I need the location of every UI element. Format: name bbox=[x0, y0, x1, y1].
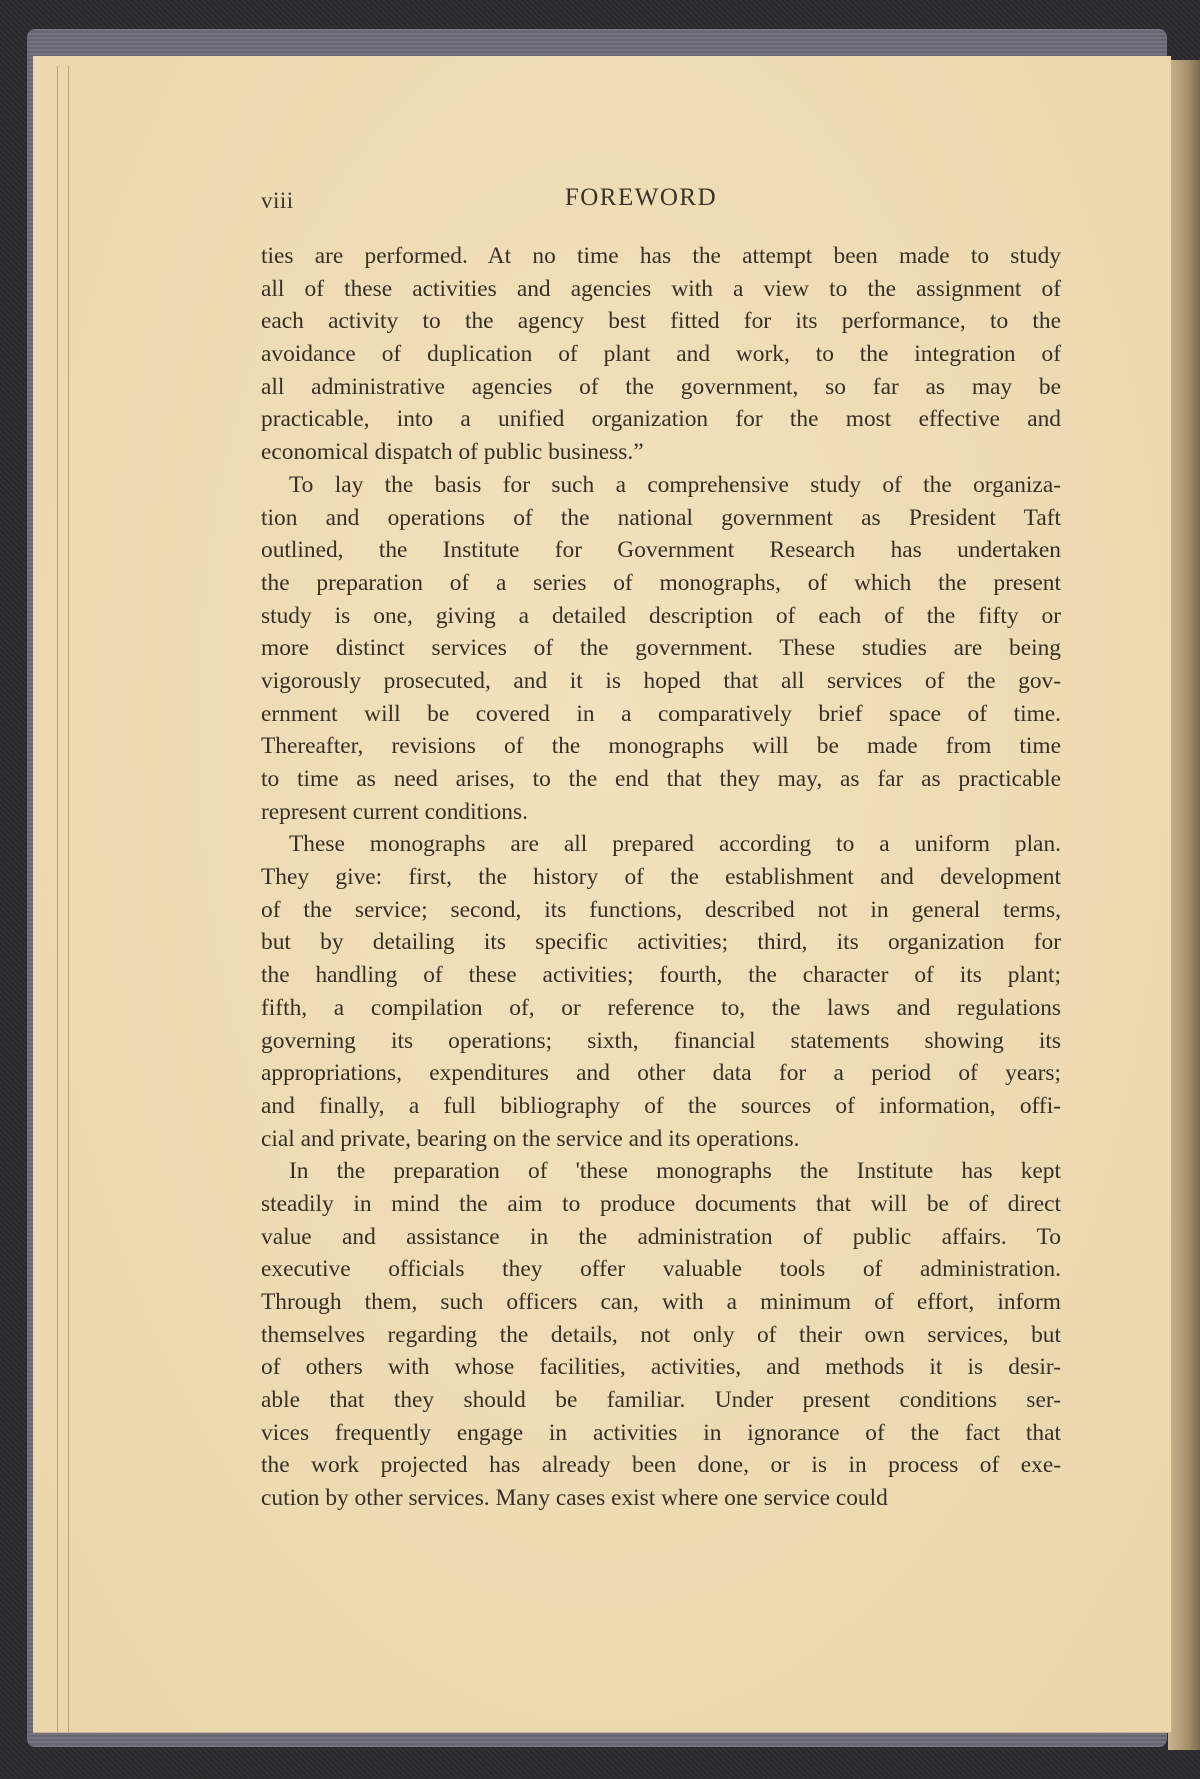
text-line: each activity to the agency best fitted for its performance, to the bbox=[261, 308, 1061, 335]
text-line: themselves regarding the details, not only of their own services, but bbox=[261, 1321, 1061, 1348]
text-line: vigorously prosecuted, and it is hoped that all services of the gov- bbox=[261, 667, 1061, 694]
text-line: represent current conditions. bbox=[261, 798, 528, 825]
page-number: viii bbox=[261, 188, 294, 213]
text-line: the preparation of a series of monographs, of which the present bbox=[261, 569, 1061, 596]
text-line: fifth, a compilation of, or reference to, the laws and regulations bbox=[261, 994, 1061, 1021]
text-line: all administrative agencies of the government, so far as may be bbox=[261, 373, 1061, 400]
paragraph bbox=[261, 828, 1061, 1155]
text-line: avoidance of duplication of plant and work, to the integration of bbox=[261, 341, 1061, 368]
text-line: governing its operations; sixth, financial statements showing its bbox=[261, 1027, 1061, 1054]
text-line: the work projected has already been done, or is in process of exe- bbox=[261, 1452, 1061, 1479]
chapter-title: FOREWORD bbox=[564, 184, 718, 211]
text-line: ernment will be covered in a comparatively brief space of time. bbox=[261, 700, 1061, 727]
body-text bbox=[261, 240, 1061, 1515]
text-line: more distinct services of the government. These studies are being bbox=[261, 635, 1061, 662]
text-line: steadily in mind the aim to produce documents that will be of direct bbox=[261, 1190, 1061, 1217]
text-line: Thereafter, revisions of the monographs will be made from time bbox=[261, 733, 1061, 760]
text-line: ties are performed. At no time has the attempt been made to study bbox=[261, 243, 1061, 269]
text-line: executive officials they offer valuable tools of administration. bbox=[261, 1256, 1061, 1283]
text-line: To lay the basis for such a comprehensive study of the organiza- bbox=[289, 471, 1061, 498]
text-line: and finally, a full bibliography of the sources of information, offi- bbox=[261, 1092, 1061, 1119]
text-line: but by detailing its specific activities; third, its organization for bbox=[261, 929, 1061, 956]
text-line: outlined, the Institute for Government Research has undertaken bbox=[261, 537, 1061, 564]
paragraph bbox=[261, 469, 1061, 829]
adjacent-page-edge bbox=[1168, 60, 1200, 1750]
text-line: These monographs are all prepared according to a uniform plan. bbox=[289, 831, 1061, 858]
text-line: practicable, into a unified organization for the most effective and bbox=[261, 406, 1061, 433]
text-line: cial and private, bearing on the service and its operations. bbox=[261, 1125, 800, 1152]
text-line: tion and operations of the national government as President Taft bbox=[261, 504, 1061, 531]
text-line: of the service; second, its functions, described not in general terms, bbox=[261, 896, 1061, 923]
text-line: value and assistance in the administration of public affairs. To bbox=[261, 1223, 1061, 1250]
book-page bbox=[33, 56, 1171, 1732]
text-line: to time as need arises, to the end that they may, as far as practicable bbox=[261, 766, 1061, 792]
page-edge-line bbox=[57, 66, 58, 1732]
text-line: They give: first, the history of the establishment and development bbox=[261, 864, 1061, 891]
text-line: economical dispatch of public business.” bbox=[261, 439, 644, 466]
paragraph bbox=[261, 1155, 1061, 1515]
text-line: Through them, such officers can, with a minimum of effort, inform bbox=[261, 1289, 1061, 1315]
text-line: all of these activities and agencies with a view to the assignment of bbox=[261, 275, 1061, 302]
text-line: study is one, giving a detailed description of each of the fifty or bbox=[261, 602, 1061, 629]
running-head bbox=[33, 176, 1171, 216]
text-line: vices frequently engage in activities in ignorance of the fact that bbox=[261, 1419, 1061, 1446]
page-edge-line bbox=[68, 66, 69, 1732]
text-line: cution by other services. Many cases exist where one service could bbox=[261, 1485, 888, 1512]
text-line: In the preparation of 'these monographs the Institute has kept bbox=[289, 1158, 1061, 1185]
text-line: the handling of these activities; fourth, the character of its plant; bbox=[261, 962, 1061, 989]
text-line: able that they should be familiar. Under present conditions ser- bbox=[261, 1387, 1061, 1414]
text-line: appropriations, expenditures and other data for a period of years; bbox=[261, 1060, 1061, 1087]
text-line: of others with whose facilities, activities, and methods it is desir- bbox=[261, 1354, 1061, 1381]
paragraph bbox=[261, 240, 1061, 469]
